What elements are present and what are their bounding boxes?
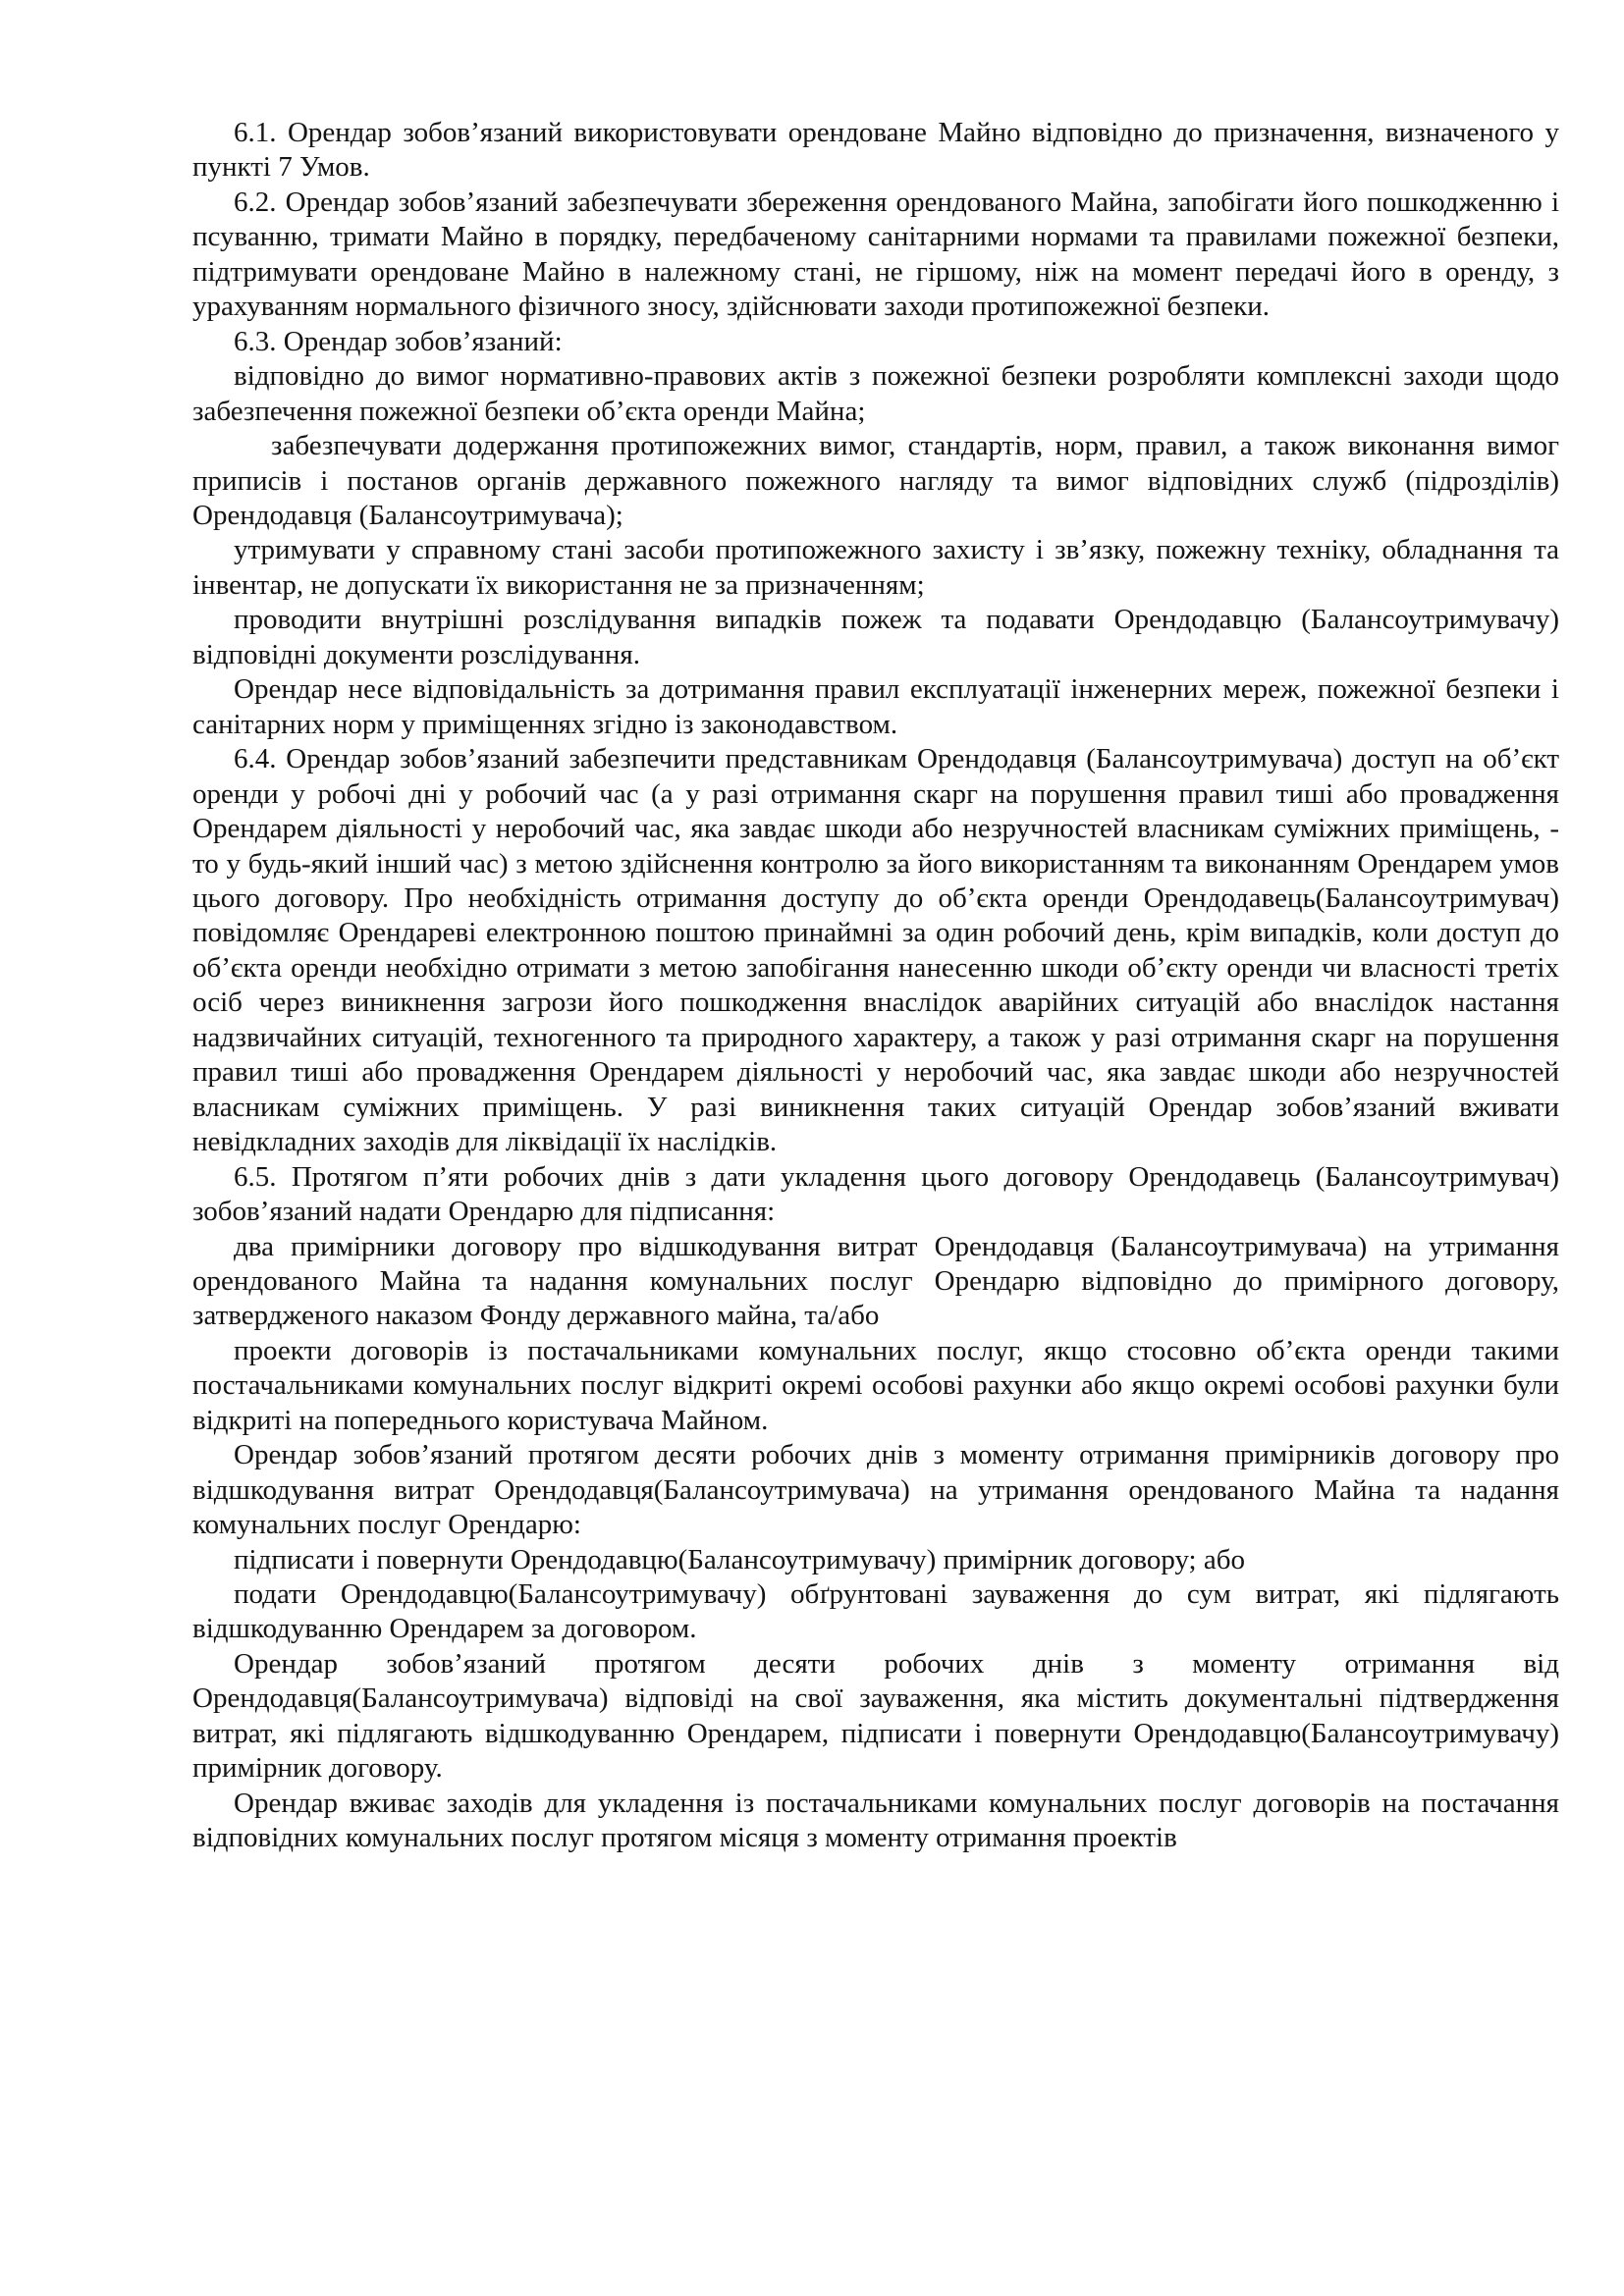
paragraph-6-3-responsibility: Орендар несе відповідальність за дотримання правил експлуатації інженерних мереж, пожежної безпеки і санітарних норм у приміщеннях згідно із законодавством. [192, 673, 1559, 740]
paragraph-6-5: 6.5. Протягом п’яти робочих днів з дати укладення цього договору Орендодавець (Балансоутримувач) зобов’язаний надати Орендарю для підписання: [192, 1160, 1559, 1228]
paragraph-6-3-heading: 6.3. Орендар зобов’язаний: [234, 325, 563, 357]
paragraph-6-3-item-4: проводити внутрішні розслідування випадків пожеж та подавати Орендодавцю (Балансоутримувачу) відповідні документи розслідування. [192, 604, 1559, 670]
paragraph-6-5-item-1: два примірники договору про відшкодування витрат Орендодавця (Балансоутримувача) на утримання орендованого Майна та надання комунальних послуг Орендарю відповідно до примірного договору, затвердженого наказом Фонду державного майна, та/або [192, 1230, 1559, 1332]
paragraph-6-3-item-2: забезпечувати додержання протипожежних вимог, стандартів, норм, правил, а також виконання вимог приписів і постанов органів державного пожежного нагляду та вимог відповідних служб (підрозділів) Орендодавця (Балансоутримувача); [192, 430, 1559, 531]
paragraph-6-3-item-3: утримувати у справному стані засоби протипожежного захисту і зв’язку, пожежну техніку, обладнання та інвентар, не допускати їх використання не за призначенням; [192, 534, 1559, 601]
paragraph-6-1: 6.1. Орендар зобов’язаний використовувати орендоване Майно відповідно до призначення, визначеного у пункті 7 Умов. [192, 117, 1559, 184]
paragraph-6-2: 6.2. Орендар зобов’язаний забезпечувати збереження орендованого Майна, запобігати його пошкодженню і псуванню, тримати Майно в порядку, передбаченому санітарними нормами та правилами пожежної безпеки, підтримувати орендоване Майно в належному стані, не гіршому, ніж на момент передачі його в оренду, з урахуванням нормального фізичного зносу, здійснювати заходи протипожежної безпеки. [192, 186, 1559, 323]
paragraph-6-5-item-2: проекти договорів із постачальниками комунальних послуг, якщо стосовно об’єкта оренди такими постачальниками комунальних послуг відкриті окремі особові рахунки або якщо окремі особові рахунки були відкриті на попереднього користувача Майном. [192, 1334, 1559, 1436]
paragraph-6-5-utilities: Орендар вживає заходів для укладення із постачальниками комунальних послуг договорів на постачання відповідних комунальних послуг протягом місяця з моменту отримання проектів [192, 1787, 1559, 1854]
paragraph-6-5-obligation: Орендар зобов’язаний протягом десяти робочих днів з моменту отримання примірників договору про відшкодування витрат Орендодавця(Балансоутримувача) на утримання орендованого Майна та надання комунальних послуг Орендарю: [192, 1439, 1559, 1541]
paragraph-6-4: 6.4. Орендар зобов’язаний забезпечити представникам Орендодавця (Балансоутримувача) доступ на об’єкт оренди у робочі дні у робочий час (а у разі отримання скарг на порушення правил тиші або провадження Орендарем діяльності у неробочий час, яка завдає шкоди або незручностей власникам суміжних приміщень, - то у будь-який інший час) з метою здійснення контролю за його використанням та виконанням Орендарем умов цього договору. Про необхідність отримання доступу до об’єкта оренди Орендодавець(Балансоутримувач) повідомляє Орендареві електронною поштою принаймні за один робочий день, крім випадків, коли доступ до об’єкта оренди необхідно отримати з метою запобігання нанесенню шкоди об’єкту оренди чи власності третіх осіб через виникнення загрози його пошкодження внаслідок аварійних ситуацій або внаслідок настання надзвичайних ситуацій, техногенного та природного характеру, а також у разі отримання скарг на порушення правил тиші або провадження Орендарем діяльності у неробочий час, яка завдає шкоди або незручностей власникам суміжних приміщень. У разі виникнення таких ситуацій Орендар зобов’язаний вживати невідкладних заходів для ліквідації їх наслідків. [192, 743, 1559, 1158]
paragraph-6-5-response: Орендар зобов’язаний протягом десяти робочих днів з моменту отримання від Орендодавця(Балансоутримувача) відповіді на свої зауваження, яка містить документальні підтвердження витрат, які підлягають відшкодуванню Орендарем, підписати і повернути Орендодавцю(Балансоутримувачу) примірник договору. [192, 1647, 1559, 1785]
paragraph-6-5-option-1: підписати і повернути Орендодавцю(Балансоутримувачу) примірник договору; або [234, 1543, 1245, 1575]
paragraph-6-3-item-1: відповідно до вимог нормативно-правових актів з пожежної безпеки розробляти комплексні заходи щодо забезпечення пожежної безпеки об’єкта оренди Майна; [192, 360, 1559, 427]
paragraph-6-5-option-2: подати Орендодавцю(Балансоутримувачу) обґрунтовані зауваження до сум витрат, які підлягають відшкодуванню Орендарем за договором. [192, 1578, 1559, 1645]
document-page [192, 116, 1559, 1856]
